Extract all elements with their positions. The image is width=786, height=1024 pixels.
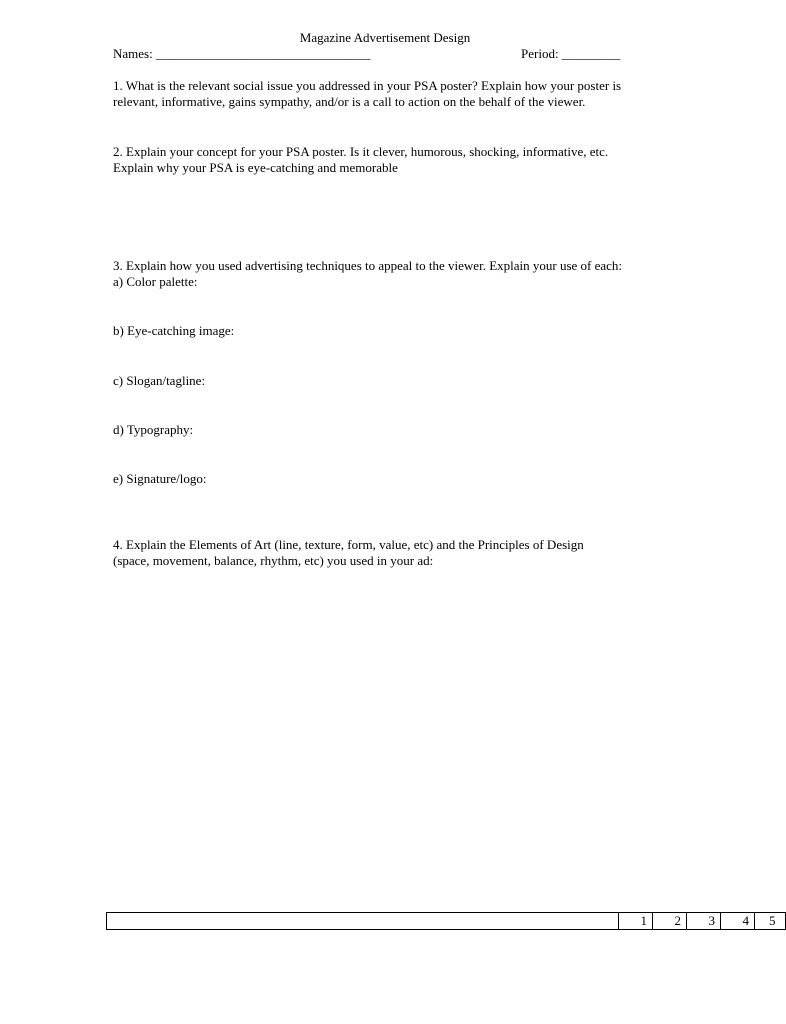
question-3-line-1: 3. Explain how you used advertising techniques to appeal to the viewer. Explain your use of each: [113,258,623,273]
document-title: Magazine Advertisement Design [299,30,471,45]
score-cell-5: 5 [754,913,785,929]
question-3-eye-catching-image: b) Eye-catching image: [113,323,235,338]
score-cell-3: 3 [686,913,720,929]
score-cell-1: 1 [618,913,652,929]
period-field: Period: _________ [521,46,621,61]
question-3-signature-logo: e) Signature/logo: [113,471,207,486]
score-table [106,912,786,930]
question-1-line-2: relevant, informative, gains sympathy, and/or is a call to action on the behalf of the viewer. [113,94,586,109]
question-4-line-2: (space, movement, balance, rhythm, etc) you used in your ad: [113,553,434,568]
question-3-typography: d) Typography: [113,422,194,437]
question-3-color-palette: a) Color palette: [113,274,198,289]
question-1-line-1: 1. What is the relevant social issue you addressed in your PSA poster? Explain how your poster is [113,78,622,93]
score-cell-4: 4 [720,913,754,929]
question-4-line-1: 4. Explain the Elements of Art (line, texture, form, value, etc) and the Principles of Design [113,537,584,552]
question-2-line-2: Explain why your PSA is eye-catching and memorable [113,160,398,175]
names-field: Names: _________________________________ [113,46,371,61]
question-3-slogan: c) Slogan/tagline: [113,373,206,388]
question-2-line-1: 2. Explain your concept for your PSA poster. Is it clever, humorous, shocking, informative, etc. [113,144,609,159]
score-cell-2: 2 [652,913,686,929]
